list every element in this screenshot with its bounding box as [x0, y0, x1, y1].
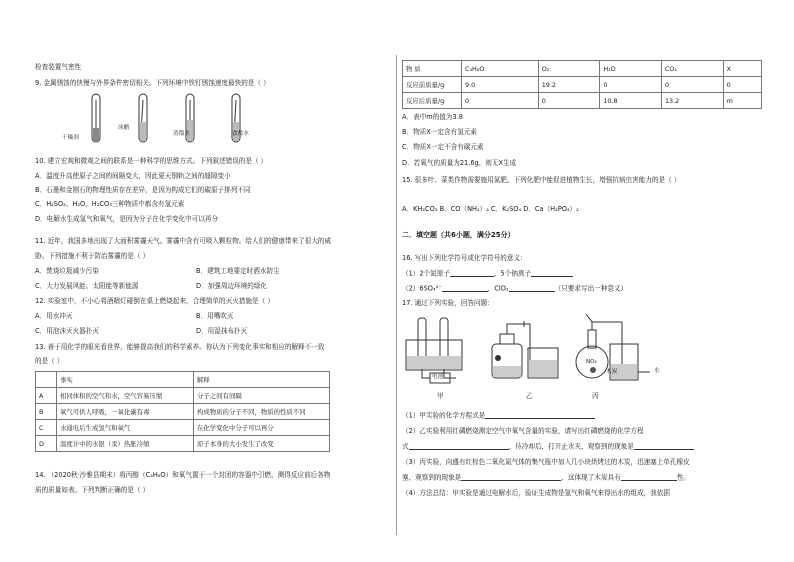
q17-part3-line2 — [402, 474, 690, 481]
table-cell: 0 — [538, 93, 600, 109]
table-cell: 原子本身的大小发生了改变 — [194, 436, 330, 452]
question-11-line1: 11. 近年，我国多地出现了大面积雾霾天气。雾霾中含有可吸入颗粒物。给人们的健康带来了很大的威 — [35, 237, 332, 245]
table-row — [36, 404, 330, 420]
water-label: 水 — [654, 368, 660, 374]
table-cell: 10.8 — [600, 93, 662, 109]
table-cell: C — [36, 420, 57, 436]
question-14-line2: 质的质量如表。下列判断正确的是（ ） — [35, 486, 150, 494]
q17-part3-text-a: 塞，观察到的现象是 — [402, 473, 462, 482]
q16-part-d: ，ClO₂ — [487, 284, 509, 293]
question-17: 17. 通过下列实验，回答问题： — [402, 299, 494, 307]
table-cell: 0 — [723, 77, 761, 93]
table-cell: 0 — [600, 77, 662, 93]
table-cell: 解释 — [194, 372, 330, 388]
q17-part4: （4）方法总结：甲实验是通过电解水后，验证生成物是氢气和氧气来得出水的组成，我依据 — [402, 489, 670, 497]
table-cell: CO₂ — [661, 61, 723, 77]
top-text: 检查装置气密性 — [35, 63, 82, 71]
table-cell — [36, 372, 57, 388]
q11-option-c: C．大力发展风能、太阳能等新能源 — [35, 282, 139, 290]
table-row — [36, 388, 330, 404]
table-cell: B — [36, 404, 57, 420]
answer-blank[interactable] — [461, 474, 561, 481]
q10-option-b: B．石墨和金刚石的物理性质存在差异，是因为构成它们的碳原子排列不同 — [35, 186, 251, 194]
q10-option-c: C．H₂SO₄、H₂O、H₂CO₃三种物质中都含有氢元素 — [35, 200, 185, 208]
table-cell: 相同体积的空气和水，空气容易压缩 — [57, 388, 194, 404]
apparatus-figure — [400, 312, 700, 394]
table-cell: 构成物质的分子不同，物质的性质不同 — [194, 404, 330, 420]
table-row — [403, 61, 762, 77]
question-12: 12. 实验室中，不小心将酒精灯碰倒在桌上燃烧起来，合理简单的灭火措施是（ ） — [35, 297, 274, 305]
q17-part3-text-c: 性。 — [676, 473, 690, 482]
q17-part2-line1: （2）乙实验利用红磷燃烧测定空气中氧气含量的实验，请写出红磷燃烧的化学方程 — [402, 427, 644, 435]
tube-label-desiccant: 干燥剂 — [62, 135, 79, 141]
tube-label-vinegar: 冰醋 — [118, 125, 130, 131]
q12-option-b: B．用嘴吹灭 — [196, 312, 234, 320]
q17-part1-text: （1）甲实验的化学方程式是 — [402, 411, 486, 420]
q17-part3-line1: （3）丙实验，向盛有红棕色二氧化氮气体的集气瓶中加入几小块烘烤过的木炭，迅速塞上单孔橡皮 — [402, 458, 690, 466]
q14-option-c: C．物质X一定不含有碳元素 — [402, 143, 484, 151]
answer-blank[interactable] — [409, 443, 509, 450]
q17-part2-text-b: ，待冷却后，打开止水夹，观察到的现象是 — [508, 442, 634, 451]
q14-option-d: D．若氧气的质量为21.6g，则无X生成 — [402, 159, 517, 167]
q16-line2 — [402, 285, 627, 292]
table-cell: 温度计中的水银（汞）热胀冷缩 — [57, 436, 194, 452]
wood-label: 木炭 — [606, 369, 618, 375]
answer-blank[interactable] — [621, 474, 677, 481]
no2-label: NO₂ — [586, 359, 597, 365]
table-cell: 19.2 — [538, 77, 600, 93]
question-16: 16. 写出下列化学符号或化学符号的意义： — [402, 254, 527, 262]
q14-option-a: A．表中m的值为3.8 — [402, 113, 463, 121]
question-11-line2: 胁。下列措施不利于防治雾霾的是（ ） — [35, 252, 150, 260]
q14-option-b: B．物质X一定含有氢元素 — [402, 128, 477, 136]
table-row — [403, 93, 762, 109]
table-row — [36, 420, 330, 436]
tube-label-saltwater: 食盐水 — [232, 131, 249, 137]
table-cell: X — [723, 61, 761, 77]
table-cell: 0 — [462, 93, 539, 109]
q14-table — [402, 60, 762, 109]
table-cell: 氧气可供人呼吸，一氧化碳有毒 — [57, 404, 194, 420]
column-divider — [396, 55, 397, 535]
q12-option-c: C．用泡沫灭火器扑灭 — [35, 327, 99, 335]
battery-label: 电池 — [432, 374, 444, 380]
test-tube-figure — [84, 92, 274, 152]
table-cell: D — [36, 436, 57, 452]
table-cell: 物 质 — [403, 61, 462, 77]
q12-option-d: D．用湿抹布扑灭 — [196, 327, 248, 335]
question-9: 9. 金属锈蚀的快慢与外界条件密切相关。下列环境中铁钉锈蚀速度最快的是（ ） — [35, 79, 270, 87]
q16-part-c: （2）6SO₄²⁻ — [402, 284, 442, 293]
question-10: 10. 建立宏观和微观之间的联系是一种科学的思维方式。下列叙述错误的是（ ） — [35, 157, 268, 165]
answer-blank[interactable] — [485, 412, 595, 419]
q15-options: A．KH₂CO₃ B．CO（NH₂）₂ C．K₂SO₄ D．Ca（H₂PO₄）₂ — [402, 205, 579, 213]
q10-option-a: A．温度升高使原子之间的间隔变大，因此夏天钢轨之间的缝隙变小 — [35, 172, 231, 180]
figure-label-bing: 丙 — [592, 392, 599, 400]
q12-option-a: A．用水冲灭 — [35, 312, 73, 320]
table-cell: 水通电后生成氢气和氧气 — [57, 420, 194, 436]
table-cell: C₃H₈O — [462, 61, 539, 77]
q11-option-b: B．建筑工地要定时洒水防尘 — [196, 267, 280, 275]
tube-label-water: 蒸馏水 — [173, 131, 190, 137]
q13-table — [35, 371, 330, 452]
table-cell: 反应前质量/g — [403, 77, 462, 93]
answer-blank[interactable] — [634, 443, 694, 450]
table-cell: 在化学变化中分子可以再分 — [194, 420, 330, 436]
table-cell: O₂ — [538, 61, 600, 77]
figure-label-yi: 乙 — [526, 392, 533, 400]
table-cell: 分子之间有间隔 — [194, 388, 330, 404]
q16-part-b: ，5个钠离子 — [493, 269, 532, 278]
q17-part2-line2 — [402, 443, 694, 450]
question-14-line1: 14. （2020秋·沙雅县期末）将丙醇（C₃H₈O）和氧气置于一个封闭的容器中引燃，测得反应前后各物 — [35, 471, 331, 479]
table-cell: 0 — [661, 77, 723, 93]
answer-blank[interactable] — [450, 270, 494, 277]
table-cell: 9.0 — [462, 77, 539, 93]
q17-part2-text-a: 式 — [402, 442, 409, 451]
q11-option-d: D．加强周边环境的绿化 — [196, 282, 268, 290]
table-cell: A — [36, 388, 57, 404]
table-row — [36, 436, 330, 452]
answer-blank[interactable] — [531, 270, 573, 277]
question-13-line1: 13. 善于用化学的眼光看世界，能够提高我们的科学素养。你认为下列变化事实和相应的解释不一致 — [35, 343, 325, 351]
table-header-row — [36, 372, 330, 388]
table-cell: 事实 — [57, 372, 194, 388]
answer-blank[interactable] — [509, 285, 555, 292]
table-cell: m — [723, 93, 761, 109]
table-cell: 反应后质量/g — [403, 93, 462, 109]
table-cell: 13.2 — [661, 93, 723, 109]
q10-option-d: D．电解水生成氢气和氧气，是因为分子在化学变化中可以再分 — [35, 215, 219, 223]
question-13-line2: 的是（ ） — [35, 357, 64, 365]
q17-part1 — [402, 412, 595, 419]
q11-option-a: A．焚烧垃圾减少污染 — [35, 267, 99, 275]
q16-line1 — [402, 270, 573, 277]
table-cell: H₂O — [600, 61, 662, 77]
section-heading: 二．填空题（共6小题，满分25分） — [402, 231, 515, 239]
q16-part-e: （只要求写出一种意义） — [554, 284, 628, 293]
q16-part-a: （1）2个氮原子 — [402, 269, 450, 278]
figure-label-jia: 甲 — [437, 392, 444, 400]
question-15: 15. 很多叶、菜类作物需要施用氮肥。下列化肥中能促进植物生长，增强抗病虫害能力的是（ ） — [402, 176, 681, 184]
q17-part3-text-b: ，这体现了木炭具有 — [561, 473, 621, 482]
answer-blank[interactable] — [442, 285, 488, 292]
table-row — [403, 77, 762, 93]
